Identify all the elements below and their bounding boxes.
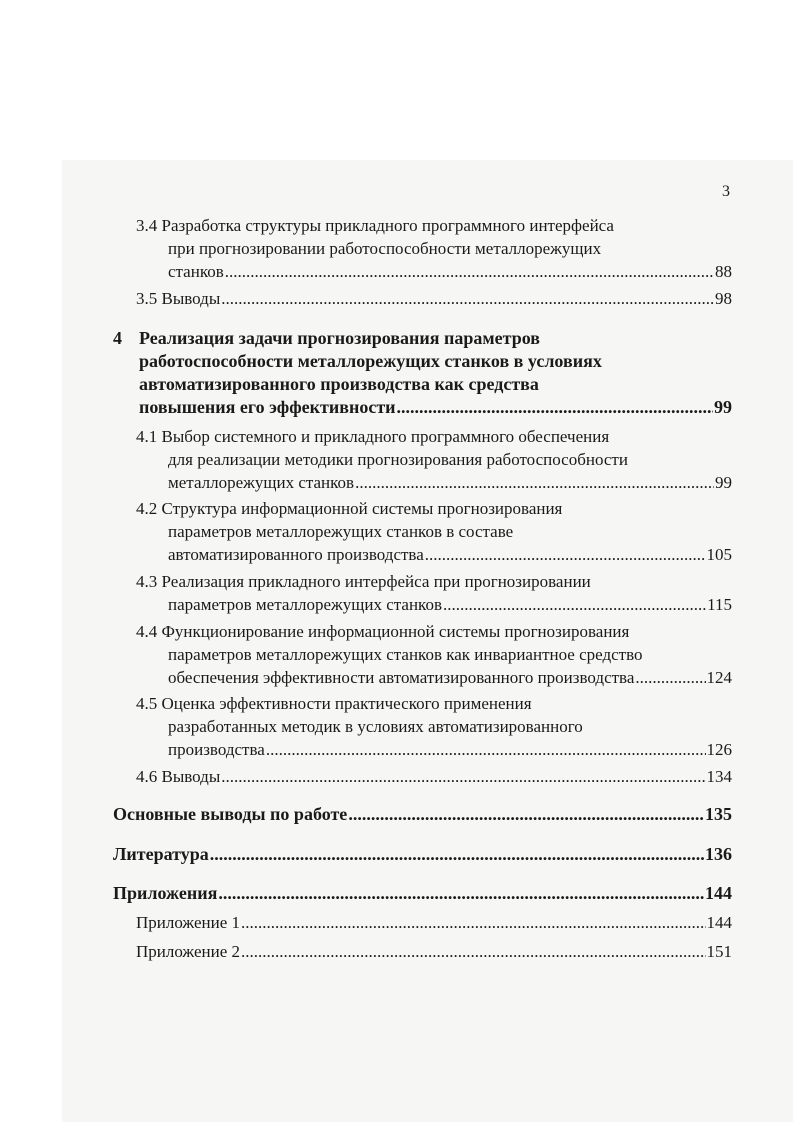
toc-entry-chapter-4[interactable]: [113, 327, 732, 419]
entry-title: Основные выводы по работе: [113, 804, 348, 824]
entry-title-line: разработанных методик в условиях автоматизированного: [168, 717, 583, 736]
page-number: 3: [722, 183, 730, 200]
dot-leader: [348, 803, 704, 826]
entry-title-line: для реализации методики прогнозирования работоспособности: [168, 450, 628, 469]
dot-leader: [210, 843, 704, 866]
entry-title-line: параметров металлорежущих станков: [168, 595, 442, 614]
entry-page: 98: [715, 289, 732, 308]
entry-title-line: Выбор системного и прикладного программного обеспечения: [161, 427, 610, 446]
entry-page: 135: [705, 804, 732, 824]
entry-title-line: Реализация задачи прогнозирования параметров: [139, 328, 541, 348]
entry-page: 88: [715, 262, 732, 281]
entry-title-line: при прогнозировании работоспособности металлорежущих: [168, 239, 602, 258]
toc-entry-4-5[interactable]: [136, 692, 732, 761]
toc-entry-3-4[interactable]: [136, 214, 732, 283]
entry-title-line: повышения его эффективности: [139, 397, 396, 417]
entry-page: 126: [706, 740, 732, 759]
dot-leader: [397, 396, 713, 419]
entry-page: 124: [706, 668, 732, 687]
toc-entry-4-3[interactable]: [136, 570, 732, 616]
entry-title: Выводы: [161, 767, 221, 786]
section-number: 3.4: [136, 216, 158, 235]
entry-title: Приложение 1: [136, 913, 240, 932]
dot-leader: [635, 666, 705, 689]
entry-page: 99: [715, 473, 732, 492]
toc-entry-appendices[interactable]: [113, 882, 732, 905]
entry-page: 136: [705, 844, 732, 864]
entry-title-line: металлорежущих станков: [168, 473, 355, 492]
entry-title-line: Структура информационной системы прогнозирования: [161, 499, 563, 518]
entry-page: 115: [707, 595, 732, 614]
section-number: 4.4: [136, 622, 158, 641]
chapter-number: 4: [113, 328, 122, 348]
dot-leader: [221, 765, 705, 788]
entry-title-line: производства: [168, 740, 265, 759]
section-number: 4.5: [136, 694, 158, 713]
toc-entry-4-6[interactable]: [136, 765, 732, 788]
dot-leader: [443, 593, 706, 616]
entry-title-line: автоматизированного производства как средства: [139, 374, 539, 394]
entry-title-line: автоматизированного производства: [168, 545, 424, 564]
entry-page: 134: [706, 767, 732, 786]
entry-title-line: обеспечения эффективности автоматизированного производства: [168, 668, 635, 687]
entry-title-line: параметров металлорежущих станков в составе: [168, 522, 514, 541]
toc-entry-conclusions[interactable]: [113, 803, 732, 826]
toc-entry-4-1[interactable]: [136, 425, 732, 494]
dot-leader: [221, 287, 714, 310]
dot-leader: [241, 911, 706, 934]
dot-leader: [218, 882, 704, 905]
entry-page: 105: [706, 545, 732, 564]
dot-leader: [225, 260, 714, 283]
section-number: 4.6: [136, 767, 158, 786]
toc-entry-4-2[interactable]: [136, 497, 732, 566]
entry-title: Приложения: [113, 883, 218, 903]
entry-title-line: работоспособности металлорежущих станков в условиях: [139, 351, 602, 371]
dot-leader: [266, 738, 706, 761]
toc-entry-3-5[interactable]: [136, 287, 732, 310]
dot-leader: [241, 940, 706, 963]
entry-title-line: станков: [168, 262, 224, 281]
entry-title: Выводы: [161, 289, 221, 308]
toc-entry-appendix-2[interactable]: [136, 940, 732, 963]
toc-entry-literature[interactable]: [113, 843, 732, 866]
section-number: 3.5: [136, 289, 158, 308]
dot-leader: [355, 471, 714, 494]
entry-title: Приложение 2: [136, 942, 240, 961]
entry-title-line: Разработка структуры прикладного программного интерфейса: [161, 216, 614, 235]
section-number: 4.2: [136, 499, 158, 518]
entry-title-line: параметров металлорежущих станков как инвариантное средство: [168, 645, 643, 664]
entry-page: 144: [706, 913, 732, 932]
dot-leader: [425, 543, 706, 566]
entry-title: Литература: [113, 844, 209, 864]
toc-entry-4-4[interactable]: [136, 620, 732, 689]
entry-title-line: Реализация прикладного интерфейса при прогнозировании: [161, 572, 591, 591]
entry-page: 99: [714, 397, 732, 417]
entry-title-line: Оценка эффективности практического применения: [161, 694, 532, 713]
section-number: 4.3: [136, 572, 158, 591]
entry-page: 144: [705, 883, 732, 903]
entry-page: 151: [706, 942, 732, 961]
section-number: 4.1: [136, 427, 158, 446]
toc-entry-appendix-1[interactable]: [136, 911, 732, 934]
entry-title-line: Функционирование информационной системы прогнозирования: [161, 622, 630, 641]
